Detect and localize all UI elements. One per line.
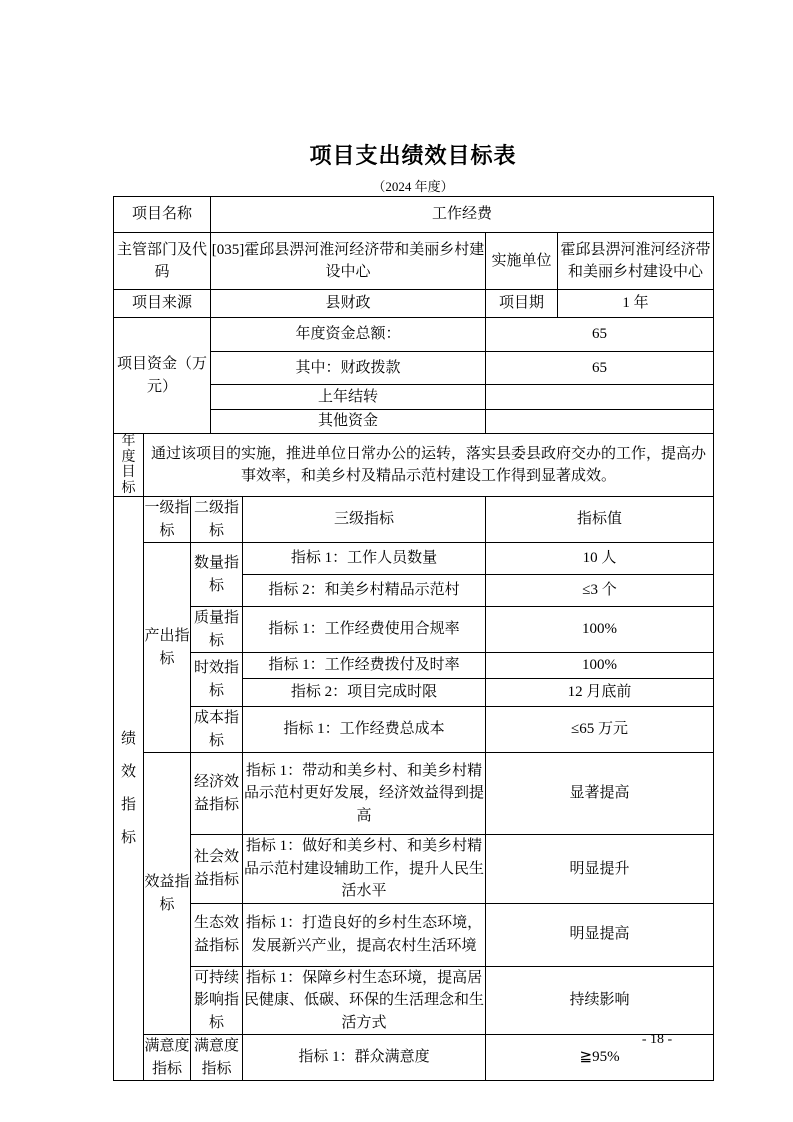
indicator-value: 显著提高 — [486, 753, 714, 835]
level2-ecological-label: 生态效益指标 — [191, 903, 243, 966]
perf-header-level1: 一级指标 — [144, 497, 191, 543]
level2-cost-label: 成本指标 — [191, 707, 243, 753]
indicator-text: 指标 1：工作经费总成本 — [243, 707, 486, 753]
project-period-label: 项目期 — [486, 290, 558, 318]
indicator-value: 100% — [486, 653, 714, 679]
project-source-label: 项目来源 — [114, 290, 211, 318]
project-period-value: 1 年 — [558, 290, 714, 318]
fund-row-label: 其中：财政拨款 — [211, 352, 486, 385]
level2-sustainable-label: 可持续影响指标 — [191, 966, 243, 1035]
indicator-text: 指标 1：工作经费使用合规率 — [243, 607, 486, 653]
perf-header-level3: 三级指标 — [243, 497, 486, 543]
indicator-value: ≤65 万元 — [486, 707, 714, 753]
perf-header-level2: 二级指标 — [191, 497, 243, 543]
table-row — [114, 966, 714, 1035]
table-row — [114, 835, 714, 904]
indicator-value: 10 人 — [486, 543, 714, 575]
table-row — [114, 197, 714, 233]
fund-row-value — [486, 385, 714, 410]
indicator-value: 明显提升 — [486, 835, 714, 904]
perf-side-label-text: 绩效指标 — [120, 730, 136, 846]
dept-code-label: 主管部门及代码 — [114, 233, 211, 290]
indicator-text: 指标 2：和美乡村精品示范村 — [243, 575, 486, 607]
indicator-text: 指标 1：保障乡村生态环境，提高居民健康、低碳、环保的生活理念和生活方式 — [243, 966, 486, 1035]
indicator-text: 指标 1：带动和美乡村、和美乡村精品示范村更好发展，经济效益得到提高 — [243, 753, 486, 835]
level2-economic-label: 经济效益指标 — [191, 753, 243, 835]
impl-unit-label: 实施单位 — [486, 233, 558, 290]
impl-unit-value: 霍邱县淠河淮河经济带和美丽乡村建设中心 — [558, 233, 714, 290]
indicator-value: 12 月底前 — [486, 679, 714, 707]
indicator-text: 指标 1：群众满意度 — [243, 1035, 486, 1081]
fund-row-value: 65 — [486, 318, 714, 352]
project-name-label: 项目名称 — [114, 197, 211, 233]
fund-row-value: 65 — [486, 352, 714, 385]
table-row — [114, 753, 714, 835]
perf-header-value: 指标值 — [486, 497, 714, 543]
fund-row-label: 上年结转 — [211, 385, 486, 410]
table-row — [114, 290, 714, 318]
page-subtitle: （2024 年度） — [372, 179, 454, 194]
level2-satisfaction-label: 满意度指标 — [191, 1035, 243, 1081]
indicator-text: 指标 1：工作人员数量 — [243, 543, 486, 575]
table-row — [114, 543, 714, 575]
indicator-value: 100% — [486, 607, 714, 653]
table-row — [114, 903, 714, 966]
table-row — [114, 497, 714, 543]
performance-target-table — [113, 196, 714, 1081]
table-row — [114, 434, 714, 497]
level2-social-label: 社会效益指标 — [191, 835, 243, 904]
annual-goal-label — [114, 434, 144, 497]
level2-quality-label: 质量指标 — [191, 607, 243, 653]
project-funds-label: 项目资金（万元） — [114, 318, 211, 434]
page-number: - 18 - — [641, 1032, 673, 1047]
dept-code-value: [035]霍邱县淠河淮河经济带和美丽乡村建设中心 — [211, 233, 486, 290]
table-row — [114, 707, 714, 753]
page-title: 项目支出绩效目标表 — [309, 143, 517, 168]
indicator-value: 持续影响 — [486, 966, 714, 1035]
indicator-text: 指标 1：工作经费拨付及时率 — [243, 653, 486, 679]
indicator-value: ≤3 个 — [486, 575, 714, 607]
level2-timeliness-label: 时效指标 — [191, 653, 243, 707]
indicator-value: 明显提高 — [486, 903, 714, 966]
project-source-value: 县财政 — [211, 290, 486, 318]
project-name-value: 工作经费 — [211, 197, 714, 233]
perf-side-label — [114, 497, 144, 1081]
table-row — [114, 653, 714, 679]
indicator-value: ≧95% — [486, 1035, 714, 1081]
table-row — [114, 318, 714, 352]
indicator-text: 指标 1：打造良好的乡村生态环境，发展新兴产业，提高农村生活环境 — [243, 903, 486, 966]
level1-benefit-label: 效益指标 — [144, 753, 191, 1035]
level1-output-label: 产出指标 — [144, 543, 191, 753]
indicator-text: 指标 2：项目完成时限 — [243, 679, 486, 707]
annual-goal-label-text: 年度目标 — [121, 434, 136, 496]
level2-quantity-label: 数量指标 — [191, 543, 243, 607]
fund-row-value — [486, 410, 714, 434]
table-row — [114, 607, 714, 653]
annual-goal-text: 通过该项目的实施，推进单位日常办公的运转，落实县委县政府交办的工作，提高办事效率，和美乡村及精品示范村建设工作得到显著成效。 — [144, 434, 714, 497]
indicator-text: 指标 1：做好和美乡村、和美乡村精品示范村建设辅助工作，提升人民生活水平 — [243, 835, 486, 904]
fund-row-label: 年度资金总额： — [211, 318, 486, 352]
fund-row-label: 其他资金 — [211, 410, 486, 434]
table-row — [114, 233, 714, 290]
level1-satisfaction-label: 满意度指标 — [144, 1035, 191, 1081]
